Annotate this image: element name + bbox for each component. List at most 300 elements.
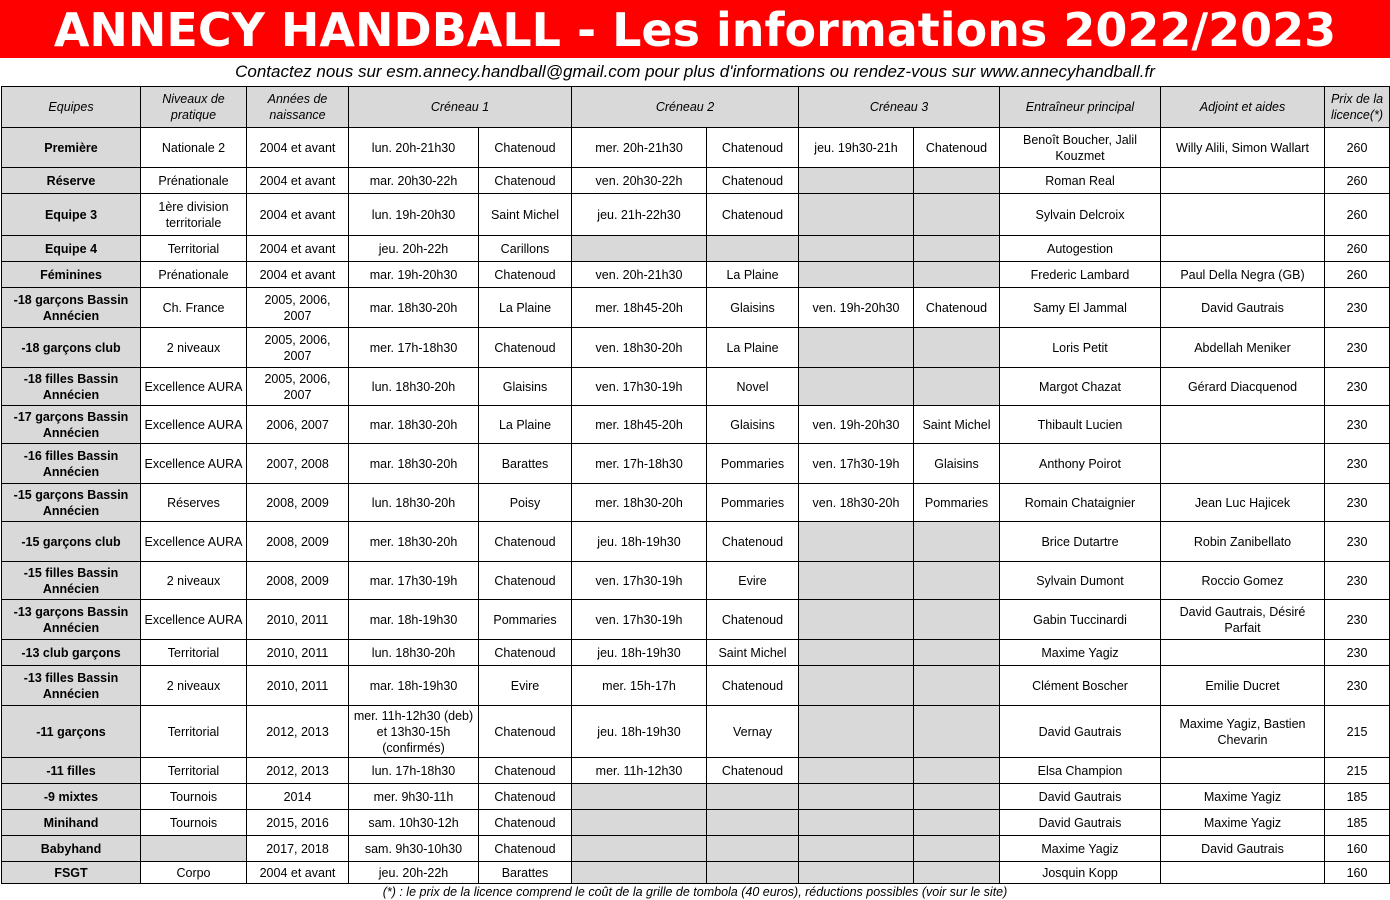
creneau-3-horaire [799,706,914,758]
annees-cell: 2004 et avant [247,236,349,262]
creneau-3-horaire [799,328,914,368]
creneau-3-horaire [799,836,914,862]
creneau-1-horaire: mar. 19h-20h30 [349,262,479,288]
table-row [2,836,1390,862]
creneau-1-lieu: Pommaries [479,600,572,640]
niveau-cell: Tournois [141,784,247,810]
team-cell: -18 filles Bassin Annécien [2,368,141,406]
creneau-1-lieu: Chatenoud [479,640,572,666]
creneau-3-lieu [914,862,1000,884]
prix-cell: 230 [1325,562,1390,600]
adjoint-cell: David Gautrais [1161,836,1325,862]
table-row [2,562,1390,600]
annees-cell: 2017, 2018 [247,836,349,862]
creneau-3-lieu [914,262,1000,288]
adjoint-cell: Roccio Gomez [1161,562,1325,600]
creneau-2-horaire: jeu. 18h-19h30 [572,706,707,758]
entraineur-cell: Brice Dutartre [1000,522,1161,562]
niveau-cell: 2 niveaux [141,666,247,706]
creneau-3-lieu [914,600,1000,640]
entraineur-cell: Loris Petit [1000,328,1161,368]
entraineur-cell: Roman Real [1000,168,1161,194]
annees-cell: 2004 et avant [247,128,349,168]
creneau-2-lieu: Pommaries [707,444,799,484]
creneau-3-horaire [799,168,914,194]
entraineur-cell: Samy El Jammal [1000,288,1161,328]
prix-cell: 185 [1325,810,1390,836]
creneau-1-lieu: Poisy [479,484,572,522]
annees-cell: 2006, 2007 [247,406,349,444]
creneau-2-horaire: ven. 20h-21h30 [572,262,707,288]
creneau-3-lieu [914,168,1000,194]
prix-cell: 260 [1325,194,1390,236]
creneau-1-horaire: mer. 18h30-20h [349,522,479,562]
creneau-1-horaire: lun. 20h-21h30 [349,128,479,168]
table-row [2,328,1390,368]
prix-cell: 230 [1325,666,1390,706]
creneau-1-horaire: mar. 18h-19h30 [349,600,479,640]
creneau-1-lieu: Chatenoud [479,562,572,600]
creneau-1-horaire: sam. 10h30-12h [349,810,479,836]
creneau-1-horaire: sam. 9h30-10h30 [349,836,479,862]
creneau-2-lieu: Chatenoud [707,666,799,706]
header-adjoint: Adjoint et aides [1161,87,1325,128]
annees-cell: 2008, 2009 [247,562,349,600]
niveau-cell: Excellence AURA [141,522,247,562]
team-cell: Equipe 3 [2,194,141,236]
creneau-3-lieu: Chatenoud [914,288,1000,328]
creneau-2-lieu [707,236,799,262]
creneau-1-horaire: lun. 19h-20h30 [349,194,479,236]
prix-cell: 260 [1325,236,1390,262]
team-cell: -11 garçons [2,706,141,758]
annees-cell: 2012, 2013 [247,706,349,758]
creneau-2-horaire [572,236,707,262]
table-row [2,522,1390,562]
creneau-1-horaire: mer. 17h-18h30 [349,328,479,368]
prix-cell: 160 [1325,862,1390,884]
team-cell: -15 garçons Bassin Annécien [2,484,141,522]
team-cell: -9 mixtes [2,784,141,810]
creneau-3-horaire [799,194,914,236]
header-prix: Prix de la licence(*) [1325,87,1390,128]
creneau-3-horaire: ven. 19h-20h30 [799,288,914,328]
creneau-2-lieu [707,862,799,884]
creneau-3-horaire [799,262,914,288]
entraineur-cell: Maxime Yagiz [1000,640,1161,666]
annees-cell: 2004 et avant [247,168,349,194]
team-cell: Féminines [2,262,141,288]
niveau-cell: Excellence AURA [141,444,247,484]
niveau-cell: Nationale 2 [141,128,247,168]
entraineur-cell: Maxime Yagiz [1000,836,1161,862]
creneau-2-lieu: Saint Michel [707,640,799,666]
team-cell: FSGT [2,862,141,884]
creneau-2-lieu: Chatenoud [707,600,799,640]
annees-cell: 2004 et avant [247,862,349,884]
header-entraineur: Entraîneur principal [1000,87,1161,128]
prix-cell: 260 [1325,262,1390,288]
niveau-cell: Territorial [141,758,247,784]
table-row [2,600,1390,640]
entraineur-cell: Sylvain Delcroix [1000,194,1161,236]
team-cell: -16 filles Bassin Annécien [2,444,141,484]
adjoint-cell: Maxime Yagiz, Bastien Chevarin [1161,706,1325,758]
entraineur-cell: Autogestion [1000,236,1161,262]
team-cell: -11 filles [2,758,141,784]
creneau-1-lieu: Chatenoud [479,836,572,862]
entraineur-cell: Gabin Tuccinardi [1000,600,1161,640]
creneau-2-lieu [707,810,799,836]
creneau-3-horaire: ven. 19h-20h30 [799,406,914,444]
header-creneau-2: Créneau 2 [572,87,799,128]
table-row [2,444,1390,484]
creneau-2-horaire: ven. 17h30-19h [572,600,707,640]
creneau-3-horaire [799,810,914,836]
creneau-1-lieu: La Plaine [479,406,572,444]
table-row [2,784,1390,810]
table-row [2,128,1390,168]
creneau-3-lieu [914,810,1000,836]
creneau-1-lieu: Glaisins [479,368,572,406]
creneau-2-horaire [572,862,707,884]
header-annees: Années de naissance [247,87,349,128]
entraineur-cell: David Gautrais [1000,784,1161,810]
contact-line: Contactez nous sur esm.annecy.handball@gmail.com pour plus d'informations ou rendez-vous sur www.annecyhandball.fr [235,62,1155,81]
niveau-cell: Excellence AURA [141,368,247,406]
prix-cell: 260 [1325,128,1390,168]
niveau-cell: Territorial [141,640,247,666]
creneau-2-lieu: Novel [707,368,799,406]
adjoint-cell [1161,862,1325,884]
niveau-cell: Excellence AURA [141,406,247,444]
adjoint-cell [1161,194,1325,236]
team-cell: -13 garçons Bassin Annécien [2,600,141,640]
team-cell: -18 garçons Bassin Annécien [2,288,141,328]
prix-cell: 230 [1325,328,1390,368]
table-row [2,288,1390,328]
creneau-2-horaire: ven. 18h30-20h [572,328,707,368]
creneau-1-lieu: Chatenoud [479,522,572,562]
adjoint-cell: Emilie Ducret [1161,666,1325,706]
creneau-3-horaire [799,666,914,706]
entraineur-cell: Thibault Lucien [1000,406,1161,444]
adjoint-cell: Abdellah Meniker [1161,328,1325,368]
niveau-cell [141,836,247,862]
team-cell: -15 filles Bassin Annécien [2,562,141,600]
page-title: ANNECY HANDBALL - Les informations 2022/2023 [53,3,1337,57]
adjoint-cell [1161,168,1325,194]
entraineur-cell: Benoît Boucher, Jalil Kouzmet [1000,128,1161,168]
header-niveaux: Niveaux de pratique [141,87,247,128]
prix-cell: 160 [1325,836,1390,862]
creneau-3-horaire [799,784,914,810]
annees-cell: 2005, 2006, 2007 [247,288,349,328]
prix-cell: 215 [1325,758,1390,784]
adjoint-cell: Gérard Diacquenod [1161,368,1325,406]
niveau-cell: 1ère division territoriale [141,194,247,236]
creneau-2-horaire: mer. 11h-12h30 [572,758,707,784]
creneau-3-horaire [799,758,914,784]
creneau-2-horaire: mer. 15h-17h [572,666,707,706]
annees-cell: 2010, 2011 [247,666,349,706]
adjoint-cell: Robin Zanibellato [1161,522,1325,562]
entraineur-cell: Frederic Lambard [1000,262,1161,288]
header-equipes: Equipes [2,87,141,128]
team-cell: Minihand [2,810,141,836]
entraineur-cell: Margot Chazat [1000,368,1161,406]
creneau-3-horaire [799,368,914,406]
table-row [2,666,1390,706]
creneau-3-horaire: ven. 18h30-20h [799,484,914,522]
adjoint-cell [1161,444,1325,484]
creneau-2-horaire: mer. 18h30-20h [572,484,707,522]
niveau-cell: Tournois [141,810,247,836]
creneau-1-lieu: Carillons [479,236,572,262]
adjoint-cell: Paul Della Negra (GB) [1161,262,1325,288]
creneau-2-lieu: La Plaine [707,328,799,368]
niveau-cell: Territorial [141,236,247,262]
creneau-2-horaire: jeu. 21h-22h30 [572,194,707,236]
table-row [2,236,1390,262]
creneau-2-lieu: Chatenoud [707,194,799,236]
entraineur-cell: Clément Boscher [1000,666,1161,706]
header-row [2,87,1390,128]
creneau-2-lieu: Chatenoud [707,128,799,168]
creneau-3-lieu [914,784,1000,810]
table-row [2,484,1390,522]
creneau-1-horaire: mar. 18h30-20h [349,406,479,444]
annees-cell: 2010, 2011 [247,640,349,666]
creneau-3-lieu [914,666,1000,706]
creneau-2-lieu: La Plaine [707,262,799,288]
niveau-cell: Ch. France [141,288,247,328]
adjoint-cell [1161,236,1325,262]
creneau-2-lieu: Evire [707,562,799,600]
creneau-2-lieu: Chatenoud [707,522,799,562]
creneau-2-horaire: mer. 18h45-20h [572,406,707,444]
creneau-1-lieu: Chatenoud [479,128,572,168]
team-cell: -17 garçons Bassin Annécien [2,406,141,444]
creneau-3-horaire [799,562,914,600]
prix-cell: 185 [1325,784,1390,810]
table-row [2,406,1390,444]
prix-cell: 230 [1325,368,1390,406]
team-cell: Equipe 4 [2,236,141,262]
creneau-1-horaire: mer. 9h30-11h [349,784,479,810]
annees-cell: 2012, 2013 [247,758,349,784]
table-row [2,810,1390,836]
creneau-1-horaire: lun. 18h30-20h [349,484,479,522]
table-row [2,862,1390,884]
creneau-2-lieu: Pommaries [707,484,799,522]
creneau-1-horaire: lun. 18h30-20h [349,368,479,406]
creneau-3-lieu [914,368,1000,406]
creneau-1-horaire: jeu. 20h-22h [349,862,479,884]
creneau-1-lieu: Chatenoud [479,328,572,368]
creneau-2-lieu: Glaisins [707,406,799,444]
creneau-3-lieu [914,836,1000,862]
creneau-2-horaire: mer. 17h-18h30 [572,444,707,484]
creneau-3-lieu [914,522,1000,562]
creneau-3-lieu [914,640,1000,666]
creneau-1-horaire: lun. 17h-18h30 [349,758,479,784]
creneau-1-lieu: Chatenoud [479,262,572,288]
creneau-1-lieu: Chatenoud [479,758,572,784]
creneau-3-lieu [914,328,1000,368]
prix-cell: 230 [1325,444,1390,484]
table-row [2,262,1390,288]
adjoint-cell: Willy Alili, Simon Wallart [1161,128,1325,168]
creneau-1-lieu: Barattes [479,444,572,484]
team-cell: Babyhand [2,836,141,862]
creneau-1-lieu: La Plaine [479,288,572,328]
creneau-2-horaire [572,810,707,836]
niveau-cell: Prénationale [141,262,247,288]
adjoint-cell [1161,640,1325,666]
creneau-2-horaire: ven. 20h30-22h [572,168,707,194]
adjoint-cell: David Gautrais [1161,288,1325,328]
creneau-3-lieu [914,562,1000,600]
creneau-3-horaire [799,522,914,562]
creneau-3-horaire: ven. 17h30-19h [799,444,914,484]
table-row [2,640,1390,666]
annees-cell: 2004 et avant [247,262,349,288]
creneau-3-lieu: Glaisins [914,444,1000,484]
annees-cell: 2007, 2008 [247,444,349,484]
niveau-cell: Excellence AURA [141,600,247,640]
entraineur-cell: Sylvain Dumont [1000,562,1161,600]
entraineur-cell: Anthony Poirot [1000,444,1161,484]
creneau-2-lieu: Chatenoud [707,168,799,194]
creneau-1-lieu: Barattes [479,862,572,884]
creneau-3-horaire: jeu. 19h30-21h [799,128,914,168]
adjoint-cell [1161,406,1325,444]
creneau-1-horaire: mar. 20h30-22h [349,168,479,194]
creneau-1-horaire: mar. 17h30-19h [349,562,479,600]
niveau-cell: Corpo [141,862,247,884]
team-cell: Réserve [2,168,141,194]
creneau-1-lieu: Saint Michel [479,194,572,236]
entraineur-cell: Elsa Champion [1000,758,1161,784]
creneau-1-lieu: Chatenoud [479,810,572,836]
annees-cell: 2005, 2006, 2007 [247,328,349,368]
creneau-3-horaire [799,600,914,640]
creneau-1-lieu: Chatenoud [479,706,572,758]
creneau-1-lieu: Chatenoud [479,168,572,194]
prix-cell: 230 [1325,406,1390,444]
adjoint-cell: Maxime Yagiz [1161,784,1325,810]
creneau-3-horaire [799,640,914,666]
creneau-2-lieu: Glaisins [707,288,799,328]
team-cell: -18 garçons club [2,328,141,368]
annees-cell: 2008, 2009 [247,484,349,522]
creneau-1-horaire: mar. 18h-19h30 [349,666,479,706]
creneau-3-lieu [914,194,1000,236]
team-cell: Première [2,128,141,168]
creneau-1-horaire: mar. 18h30-20h [349,444,479,484]
creneau-2-lieu [707,836,799,862]
table-row [2,758,1390,784]
creneau-2-horaire: mer. 18h45-20h [572,288,707,328]
niveau-cell: Territorial [141,706,247,758]
creneau-3-lieu: Saint Michel [914,406,1000,444]
creneau-1-horaire: mer. 11h-12h30 (deb) et 13h30-15h (confirmés) [349,706,479,758]
creneau-3-lieu: Pommaries [914,484,1000,522]
footnote: (*) : le prix de la licence comprend le coût de la grille de tombola (40 euros), réductions possibles (voir sur le site) [382,885,1008,899]
annees-cell: 2015, 2016 [247,810,349,836]
creneau-3-horaire [799,862,914,884]
header-creneau-3: Créneau 3 [799,87,1000,128]
creneau-3-horaire [799,236,914,262]
creneau-1-lieu: Evire [479,666,572,706]
annees-cell: 2014 [247,784,349,810]
team-cell: -15 garçons club [2,522,141,562]
adjoint-cell: Jean Luc Hajicek [1161,484,1325,522]
table-row [2,706,1390,758]
creneau-2-horaire: ven. 17h30-19h [572,562,707,600]
creneau-3-lieu: Chatenoud [914,128,1000,168]
creneau-3-lieu [914,758,1000,784]
annees-cell: 2005, 2006, 2007 [247,368,349,406]
table-row [2,168,1390,194]
creneau-2-lieu: Vernay [707,706,799,758]
creneau-2-horaire [572,784,707,810]
creneau-2-horaire: mer. 20h-21h30 [572,128,707,168]
niveau-cell: Réserves [141,484,247,522]
creneau-2-horaire: jeu. 18h-19h30 [572,522,707,562]
page-title-banner [0,0,1390,58]
prix-cell: 230 [1325,484,1390,522]
table-row [2,194,1390,236]
header-creneau-1: Créneau 1 [349,87,572,128]
annees-cell: 2004 et avant [247,194,349,236]
prix-cell: 230 [1325,288,1390,328]
creneau-2-horaire [572,836,707,862]
prix-cell: 230 [1325,522,1390,562]
schedule-table [1,86,1390,884]
creneau-1-horaire: mar. 18h30-20h [349,288,479,328]
prix-cell: 260 [1325,168,1390,194]
niveau-cell: 2 niveaux [141,562,247,600]
creneau-2-horaire: jeu. 18h-19h30 [572,640,707,666]
team-cell: -13 filles Bassin Annécien [2,666,141,706]
creneau-1-horaire: jeu. 20h-22h [349,236,479,262]
adjoint-cell: David Gautrais, Désiré Parfait [1161,600,1325,640]
annees-cell: 2010, 2011 [247,600,349,640]
entraineur-cell: David Gautrais [1000,706,1161,758]
niveau-cell: 2 niveaux [141,328,247,368]
creneau-3-lieu [914,236,1000,262]
entraineur-cell: David Gautrais [1000,810,1161,836]
prix-cell: 230 [1325,640,1390,666]
annees-cell: 2008, 2009 [247,522,349,562]
creneau-2-horaire: ven. 17h30-19h [572,368,707,406]
entraineur-cell: Josquin Kopp [1000,862,1161,884]
adjoint-cell [1161,758,1325,784]
adjoint-cell: Maxime Yagiz [1161,810,1325,836]
team-cell: -13 club garçons [2,640,141,666]
creneau-1-lieu: Chatenoud [479,784,572,810]
creneau-2-lieu [707,784,799,810]
creneau-3-lieu [914,706,1000,758]
entraineur-cell: Romain Chataignier [1000,484,1161,522]
prix-cell: 230 [1325,600,1390,640]
prix-cell: 215 [1325,706,1390,758]
creneau-2-lieu: Chatenoud [707,758,799,784]
table-row [2,368,1390,406]
creneau-1-horaire: lun. 18h30-20h [349,640,479,666]
